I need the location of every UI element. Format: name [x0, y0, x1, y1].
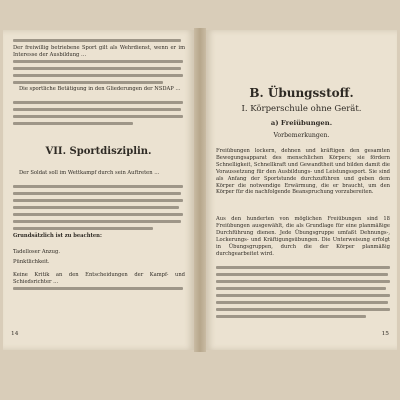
text-line [13, 227, 153, 230]
sub-subsection-title: Vorbemerkungen. [273, 132, 330, 139]
text-line [13, 74, 183, 77]
text-line [216, 280, 390, 283]
text-line [216, 294, 390, 297]
text-line [216, 266, 390, 269]
text-line [13, 199, 183, 202]
text-line [13, 185, 183, 188]
section-title: VII. Sportdisziplin. [45, 146, 152, 157]
left-page [3, 30, 194, 350]
body-paragraph: Aus den hunderten von möglichen Freiübungen sind 18 Freiübungen ausgewählt, die als Grundlage für eine planmäßige Durchführung dienen. Jede Übungsgruppe umfaßt Dehnungs-, Lockerungs- und Kräftigungsübungen. Die Unterweisung erfolgt in Übungsgruppen, durch die der Körper planmäßig durchgearbeitet wird. [216, 216, 390, 257]
text-line-mask [13, 39, 181, 42]
left-closing: Keine Kritik an den Entscheidungen der Kampf- und Schiedsrichter … [13, 272, 185, 285]
text-line [13, 220, 181, 223]
text-line [13, 122, 133, 125]
text-line [216, 287, 386, 290]
text-line [13, 101, 183, 104]
part-title: B. Übungsstoff. [249, 86, 354, 100]
subsection-title: a) Freiübungen. [270, 119, 333, 127]
chapter-title: I. Körperschule ohne Gerät. [241, 104, 362, 114]
page-number: 15 [381, 331, 389, 337]
rule-item: Tadelloser Anzug. [13, 249, 60, 255]
text-line [216, 315, 366, 318]
text-line [13, 115, 183, 118]
left-intro-2: Die sportliche Betätigung in den Gliederungen der NSDAP … [19, 86, 181, 92]
right-page [206, 30, 397, 350]
page-number: 14 [11, 331, 19, 337]
text-line [13, 206, 179, 209]
left-body-1: Der Soldat soll im Wettkampf durch sein Auftreten … [19, 170, 160, 176]
text-line [13, 81, 163, 84]
text-line [13, 60, 183, 63]
text-line [13, 108, 181, 111]
left-intro-1: Der freiwillig betriebene Sport gilt als Wehrdienst, wenn er im Interesse der Ausbildung … [13, 45, 185, 58]
text-line [216, 308, 390, 311]
body-paragraph: Freiübungen lockern, dehnen und kräftigen den gesamten Bewegungsapparat des menschlichen Körpers; sie fördern Schnelligkeit, Schnellkraft und Gewandtheit und bilden damit die Voraussetzung für den Ausbildungs- und Leistungssport. Sie sind als Anfang der Sportstunde durchzuführen und geben dem Körper die notwendige Erwärmung, die er braucht, um den Körper für die nachfolgende Beanspruchung vorzubereiten. [216, 148, 390, 196]
text-line [216, 301, 388, 304]
text-line [216, 273, 388, 276]
text-line [13, 287, 183, 290]
text-line [13, 213, 183, 216]
text-line [13, 67, 181, 70]
book-gutter [194, 28, 206, 352]
text-line [13, 192, 181, 195]
left-body-2: Grundsätzlich ist zu beachten: [13, 233, 102, 239]
rule-item: Pünktlichkeit. [13, 259, 50, 265]
